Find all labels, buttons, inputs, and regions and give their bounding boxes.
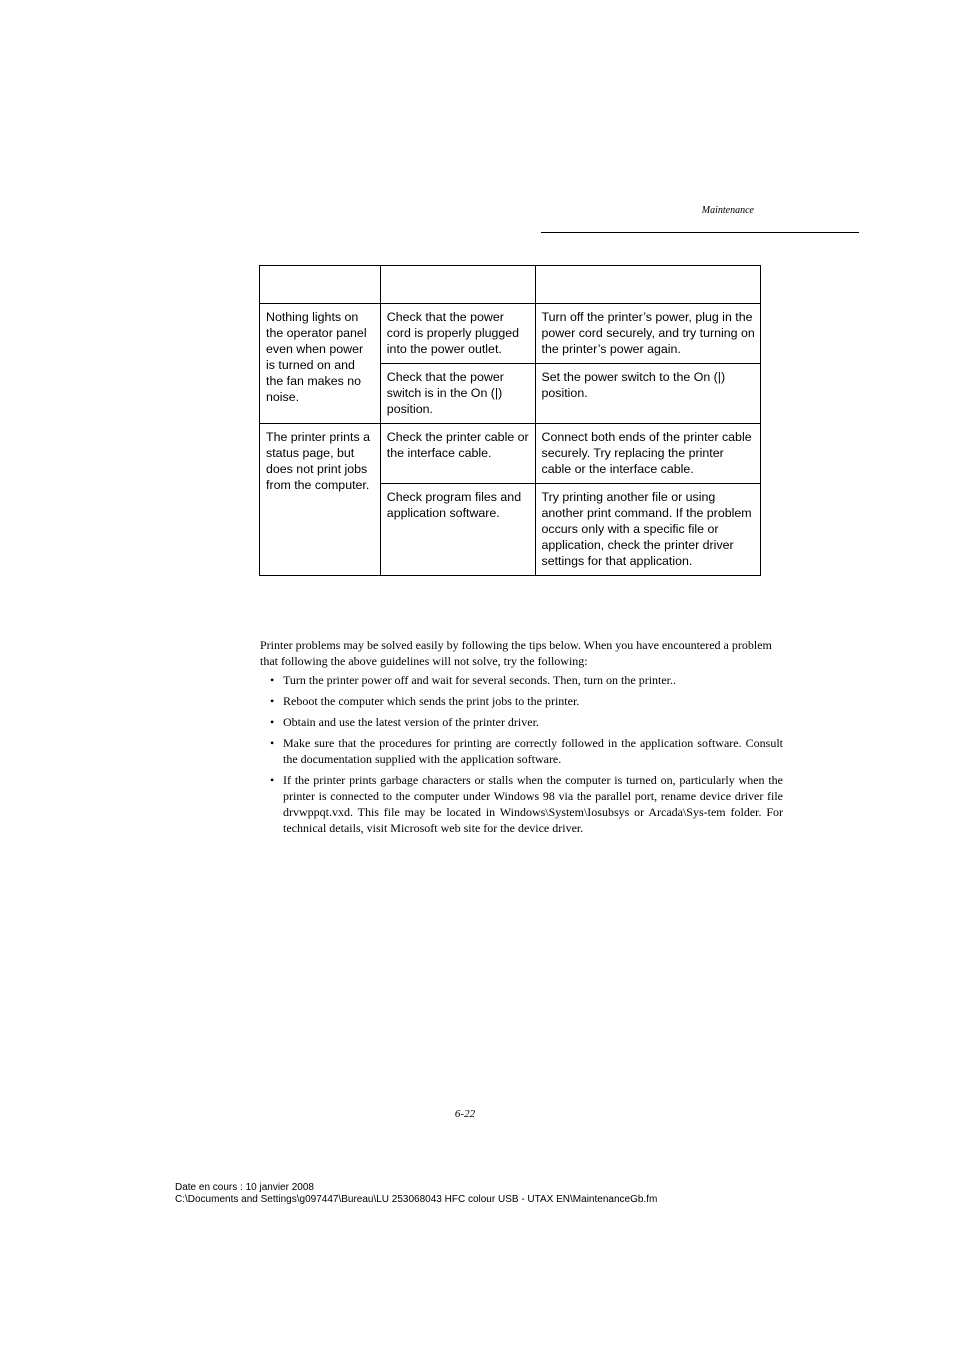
action-cell: Connect both ends of the printer cable securely. Try replacing the printer cable or the interface cable.	[535, 424, 761, 484]
footer-path: C:\Documents and Settings\g097447\Bureau\LU 253068043 HFC colour USB - UTAX EN\MaintenanceGb.fm	[175, 1194, 658, 1205]
header-cell-check	[380, 266, 535, 304]
header-cell-action	[535, 266, 761, 304]
header-rule	[541, 232, 859, 233]
tip-text: Reboot the computer which sends the print jobs to the printer.	[283, 694, 580, 708]
check-cell: Check that the power cord is properly plugged into the power outlet.	[380, 304, 535, 364]
list-item	[260, 735, 783, 767]
symptom-cell: Nothing lights on the operator panel even when power is turned on and the fan makes no noise.	[260, 304, 381, 424]
table-header-row	[260, 266, 761, 304]
table-row	[260, 304, 761, 364]
action-cell: Turn off the printer’s power, plug in the power cord securely, and try turning on the printer’s power again.	[535, 304, 761, 364]
tip-text: Make sure that the procedures for printing are correctly followed in the application software. Consult the documentation supplied with the application software.	[283, 736, 783, 766]
check-cell: Check the printer cable or the interface cable.	[380, 424, 535, 484]
list-item	[260, 714, 783, 730]
list-item	[260, 772, 783, 836]
header-cell-symptom	[260, 266, 381, 304]
table-row	[260, 424, 761, 484]
check-cell: Check that the power switch is in the On (|) position.	[380, 364, 535, 424]
bullet-icon: •	[270, 715, 275, 729]
list-item	[260, 672, 783, 688]
list-item	[260, 693, 783, 709]
tips-list	[260, 672, 783, 841]
bullet-icon: •	[270, 673, 275, 687]
footer-date: Date en cours : 10 janvier 2008	[175, 1182, 314, 1193]
bullet-icon: •	[270, 736, 275, 750]
action-cell: Try printing another file or using another print command. If the problem occurs only with a specific file or application, check the printer driver settings for that application.	[535, 484, 761, 576]
tip-text: Turn the printer power off and wait for several seconds. Then, turn on the printer..	[283, 673, 677, 687]
intro-paragraph: Printer problems may be solved easily by following the tips below. When you have encountered a problem that following the above guidelines will not solve, try the following:	[260, 638, 772, 668]
check-cell: Check program files and application software.	[380, 484, 535, 576]
bullet-icon: •	[270, 694, 275, 708]
page-number: 6-22	[454, 1108, 476, 1120]
troubleshooting-table	[259, 265, 761, 576]
tip-text: Obtain and use the latest version of the printer driver.	[283, 715, 539, 729]
action-cell: Set the power switch to the On (|) position.	[535, 364, 761, 424]
symptom-cell: The printer prints a status page, but does not print jobs from the computer.	[260, 424, 381, 576]
running-header: Maintenance	[701, 205, 754, 216]
bullet-icon: •	[270, 773, 275, 787]
tip-text: If the printer prints garbage characters or stalls when the computer is turned on, particularly when the printer is connected to the computer under Windows 98 via the parallel port, rename device driver file drvwppqt.vxd. This file may be located in Windows\System\Iosubsys or Arcada\Sys-tem folder. For technical details, visit Microsoft web site for the device driver.	[283, 773, 783, 835]
document-footer	[175, 1182, 657, 1206]
